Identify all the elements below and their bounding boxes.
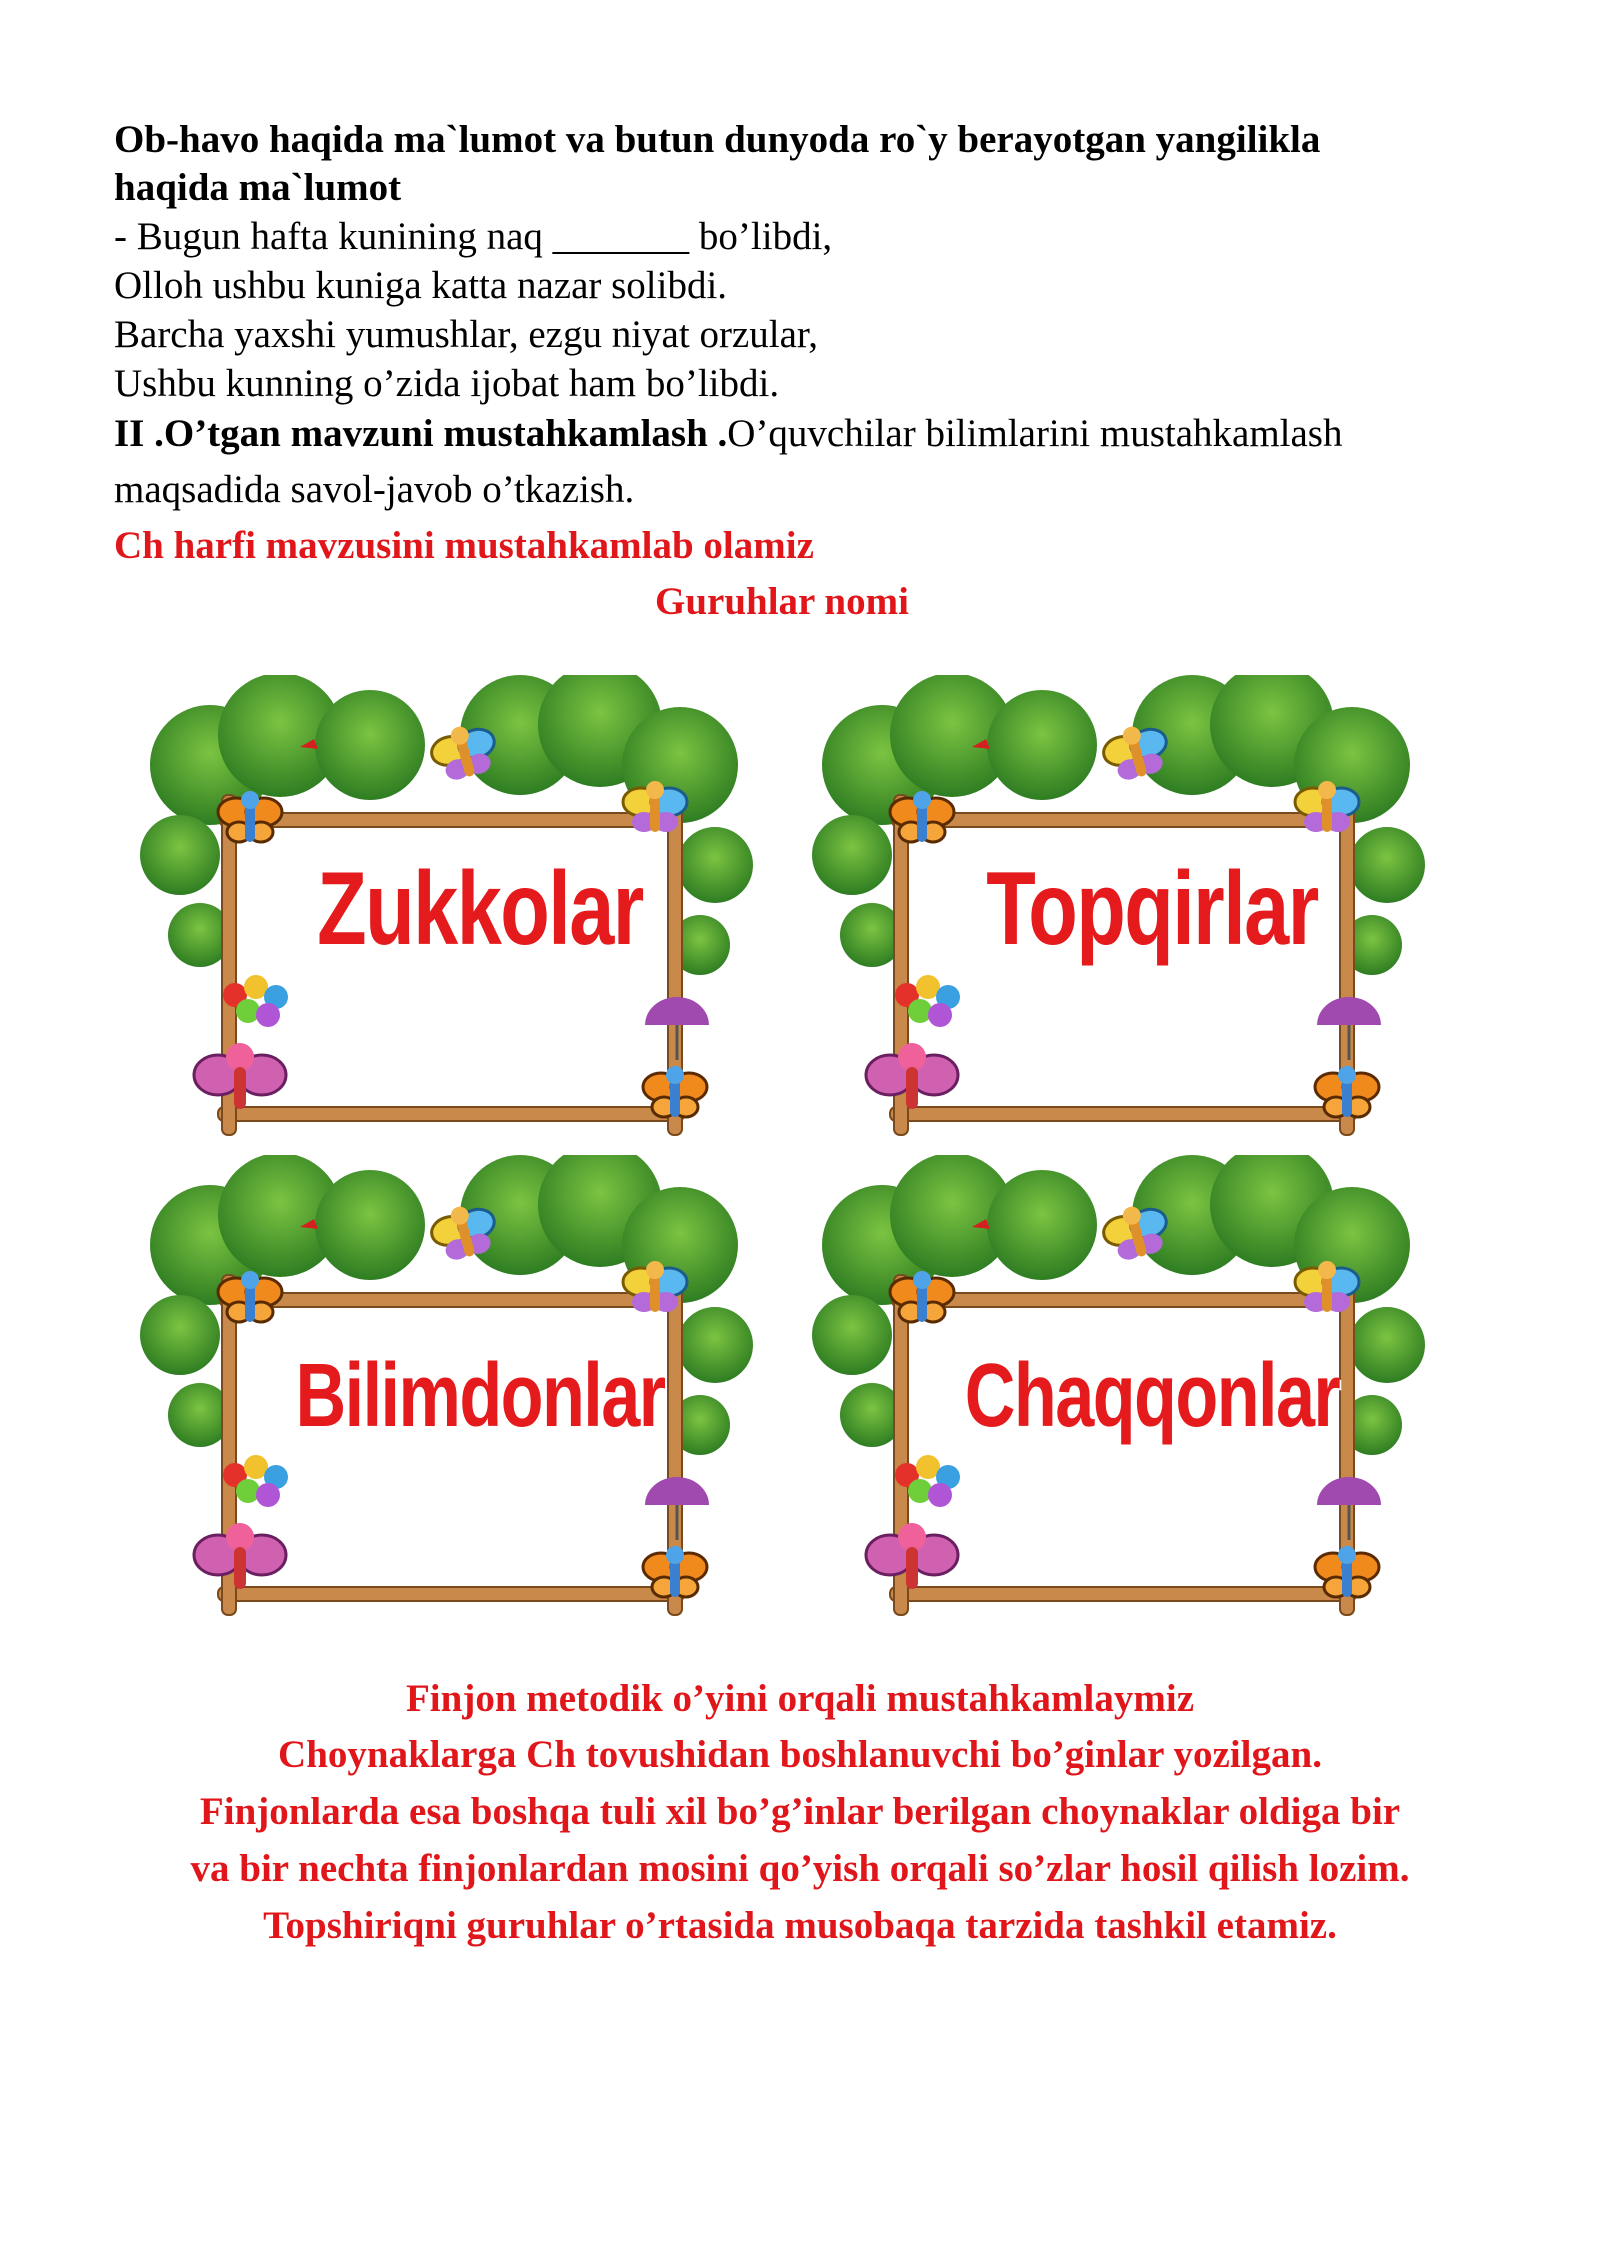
task-line: Choynaklarga Ch tovushidan boshlanuvchi bo’ginlar yozilgan.	[278, 1733, 1322, 1776]
group-card-chaqqonlar	[812, 1155, 1432, 1625]
poem-line: Olloh ushbu kuniga katta nazar solibdi.	[114, 264, 728, 307]
group-card-topqirlar	[812, 675, 1432, 1145]
group-card-zukkolar	[140, 675, 760, 1145]
group-card-bilimdonlar	[140, 1155, 760, 1625]
title-line-1: Ob-havo haqida ma`lumot va butun dunyoda ro`y berayotgan yangilikla	[114, 118, 1321, 161]
task-line: Finjonlarda esa boshqa tuli xil bo’g’inlar berilgan choynaklar oldiga bir	[199, 1790, 1401, 1833]
poem-line: Ushbu kunning o’zida ijobat ham bo’libdi.	[114, 362, 780, 405]
task-line: Finjon metodik o’yini orqali mustahkamlaymiz	[405, 1677, 1195, 1720]
task-line: Topshiriqni guruhlar o’rtasida musobaqa tarzida tashkil etamiz.	[263, 1904, 1337, 1947]
section2-heading: II .O’tgan mavzuni mustahkamlash .	[114, 412, 728, 455]
task-line: va bir nechta finjonlardan mosini qo’yish orqali so’zlar hosil qilish lozim.	[190, 1847, 1410, 1890]
section2-text: O’quvchilar bilimlarini mustahkamlash	[727, 412, 1343, 455]
group-name: Topqirlar	[986, 851, 1318, 967]
group-name: Chaqqonlar	[964, 1346, 1340, 1446]
section2-line-2: maqsadida savol-javob o’tkazish.	[114, 468, 635, 511]
title-line-2: haqida ma`lumot	[114, 166, 402, 209]
group-name: Zukkolar	[317, 851, 643, 967]
poem-line: - Bugun hafta kunining naq _______ bo’libdi,	[114, 215, 833, 258]
section2-line-1	[114, 410, 1342, 458]
groups-title: Guruhlar nomi	[655, 580, 909, 623]
red-heading: Ch harfi mavzusini mustahkamlab olamiz	[114, 524, 814, 567]
poem-line: Barcha yaxshi yumushlar, ezgu niyat orzular,	[114, 313, 819, 356]
group-name: Bilimdonlar	[295, 1346, 665, 1446]
